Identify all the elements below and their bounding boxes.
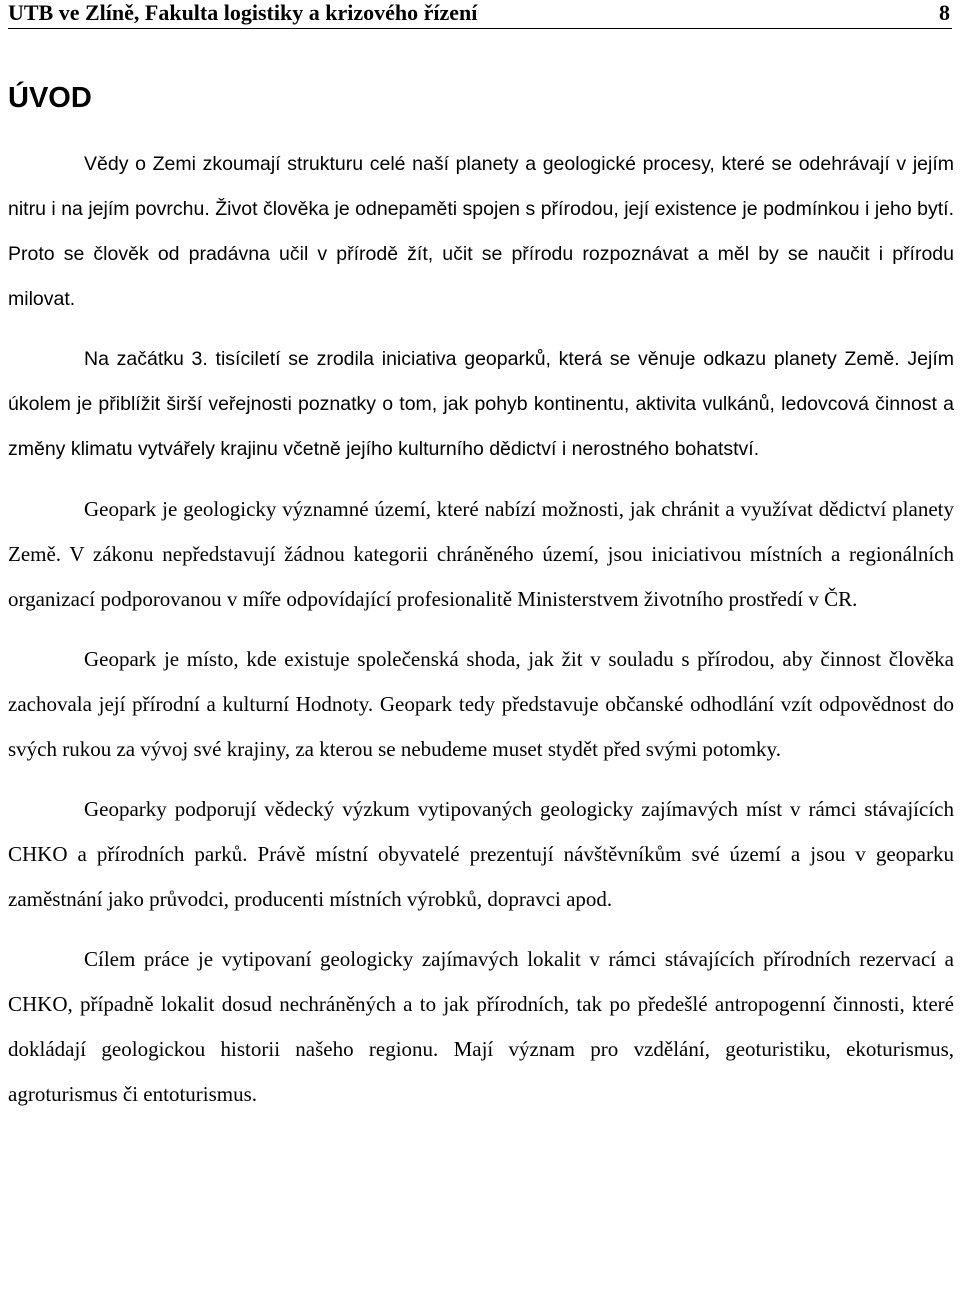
body-text bbox=[8, 142, 954, 1117]
paragraph-intro: Vědy o Zemi zkoumají strukturu celé naší planety a geologické procesy, které se odehrávají v jejím nitru i na jejím povrchu. Život člověka je odnepaměti spojen s přírodou, její existence je podmínkou i jeho bytí. Proto se člověk od pradávna učil v přírodě žít, učit se přírodu rozpoznávat a měl by se naučit i přírodu milovat. bbox=[8, 153, 954, 310]
paragraph-geopark-place: Geopark je místo, kde existuje společenská shoda, jak žit v souladu s přírodou, aby činnost člověka zachovala její přírodní a kulturní Hodnoty. Geopark tedy představuje občanské odhodlání vzít odpovědnost do svých rukou za vývoj své krajiny, za kterou se nebudeme muset stydět před svými potomky. bbox=[8, 647, 954, 761]
running-header bbox=[8, 0, 952, 29]
paragraph-thesis-goal: Cílem práce je vytipovaní geologicky zajímavých lokalit v rámci stávajících přírodních rezervací a CHKO, případně lokalit dosud nechráněných a to jak přírodních, tak po předešlé antropogenní činnosti, které dokládají geologickou historii našeho regionu. Mají význam pro vzdělání, geoturistiku, ekoturismus, agroturismus či entoturismus. bbox=[8, 947, 954, 1106]
chapter-title: ÚVOD bbox=[8, 82, 92, 114]
paragraph-geopark-research: Geoparky podporují vědecký výzkum vytipovaných geologicky zajímavých míst v rámci stávajících CHKO a přírodních parků. Právě místní obyvatelé prezentují návštěvníkům své území a jsou v geoparku zaměstnání jako průvodci, producenti místních výrobků, dopravci apod. bbox=[8, 797, 954, 911]
paragraph-geopark-initiative: Na začátku 3. tisíciletí se zrodila iniciativa geoparků, která se věnuje odkazu planety Země. Jejím úkolem je přiblížit širší veřejnosti poznatky o tom, jak pohyb kontinentu, aktivita vulkánů, ledovcová činnost a změny klimatu vytvářely krajinu včetně jejího kulturního dědictví i nerostného bohatství. bbox=[8, 348, 954, 460]
header-title: UTB ve Zlíně, Fakulta logistiky a krizového řízení bbox=[8, 0, 478, 25]
page-number: 8 bbox=[939, 0, 950, 25]
paragraph-geopark-definition: Geopark je geologicky významné území, které nabízí možnosti, jak chránit a využívat dědictví planety Země. V zákonu nepředstavují žádnou kategorii chráněného území, jsou iniciativou místních a regionálních organizací podporovanou v míře odpovídající profesionalitě Ministerstvem životního prostředí v ČR. bbox=[8, 497, 954, 611]
